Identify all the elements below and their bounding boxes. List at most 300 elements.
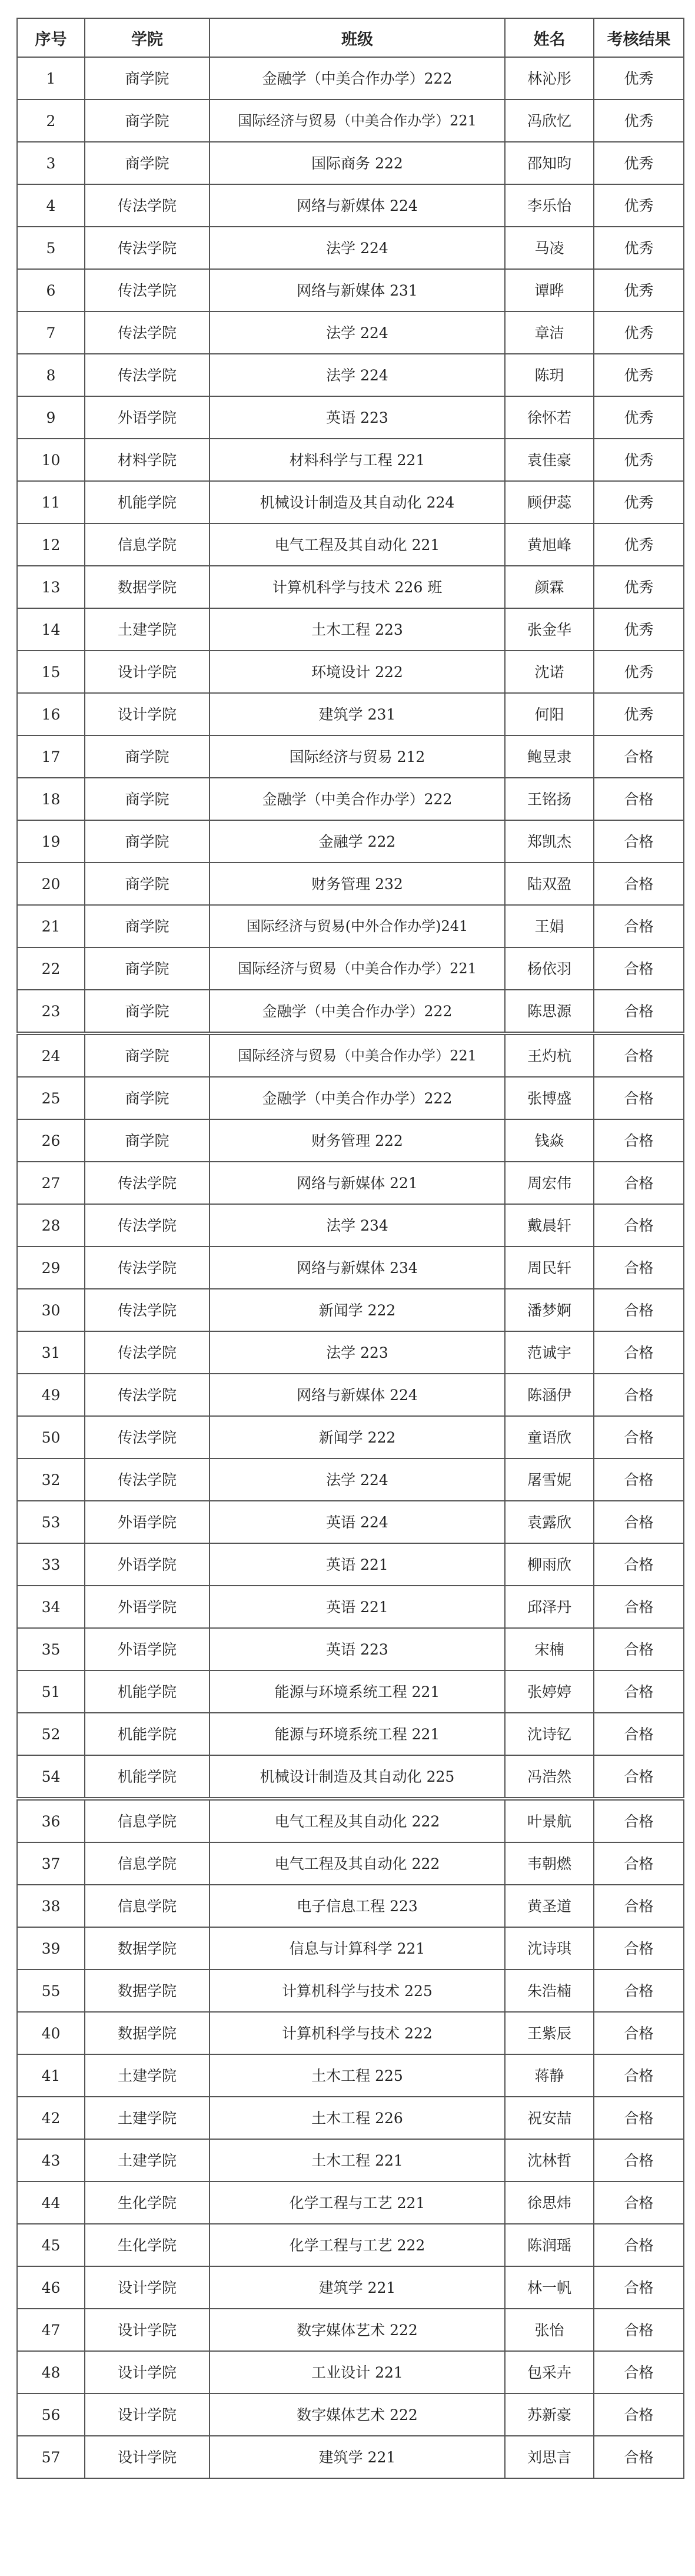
student-name: 沈林哲 [505, 2139, 594, 2182]
table-row [17, 1289, 684, 1331]
row-number: 47 [17, 2309, 85, 2351]
row-number: 32 [17, 1458, 85, 1501]
header-no: 序号 [17, 18, 85, 57]
college-cell: 外语学院 [85, 1543, 210, 1586]
result-cell: 合格 [594, 1927, 684, 1970]
class-cell: 材料科学与工程 221 [210, 439, 505, 481]
class-cell: 法学 224 [210, 311, 505, 354]
row-number: 45 [17, 2224, 85, 2266]
header-row [17, 18, 684, 57]
row-number: 31 [17, 1331, 85, 1374]
college-cell: 商学院 [85, 905, 210, 947]
class-cell: 化学工程与工艺 221 [210, 2182, 505, 2224]
college-cell: 传法学院 [85, 1331, 210, 1374]
college-cell: 信息学院 [85, 523, 210, 566]
class-cell: 财务管理 222 [210, 1119, 505, 1162]
student-name: 陈润瑶 [505, 2224, 594, 2266]
class-cell: 电气工程及其自动化 221 [210, 523, 505, 566]
student-name: 韦朝燃 [505, 1842, 594, 1885]
result-cell: 合格 [594, 863, 684, 905]
table-row [17, 1416, 684, 1458]
table-row [17, 1033, 684, 1077]
result-cell: 合格 [594, 1970, 684, 2012]
college-cell: 传法学院 [85, 1458, 210, 1501]
class-cell: 数字媒体艺术 222 [210, 2309, 505, 2351]
student-name: 沈诗钇 [505, 1713, 594, 1755]
student-name: 谭晔 [505, 269, 594, 311]
college-cell: 数据学院 [85, 1927, 210, 1970]
result-cell: 优秀 [594, 227, 684, 269]
result-cell: 合格 [594, 2393, 684, 2436]
result-cell: 合格 [594, 1885, 684, 1927]
result-cell: 优秀 [594, 651, 684, 693]
table-row [17, 1204, 684, 1246]
result-cell: 合格 [594, 990, 684, 1033]
college-cell: 传法学院 [85, 269, 210, 311]
class-cell: 国际经济与贸易（中美合作办学）221 [210, 100, 505, 142]
table-row [17, 1543, 684, 1586]
class-cell: 土木工程 221 [210, 2139, 505, 2182]
college-cell: 设计学院 [85, 2436, 210, 2478]
result-cell: 优秀 [594, 396, 684, 439]
row-number: 44 [17, 2182, 85, 2224]
college-cell: 商学院 [85, 778, 210, 820]
row-number: 15 [17, 651, 85, 693]
college-cell: 传法学院 [85, 311, 210, 354]
class-cell: 法学 224 [210, 1458, 505, 1501]
table-row [17, 566, 684, 608]
result-cell: 合格 [594, 1416, 684, 1458]
result-cell: 合格 [594, 947, 684, 990]
student-name: 戴晨轩 [505, 1204, 594, 1246]
college-cell: 材料学院 [85, 439, 210, 481]
result-cell: 合格 [594, 1374, 684, 1416]
table-row [17, 1927, 684, 1970]
student-name: 范诚宇 [505, 1331, 594, 1374]
row-number: 22 [17, 947, 85, 990]
result-cell: 合格 [594, 2097, 684, 2139]
student-name: 冯欣忆 [505, 100, 594, 142]
row-number: 50 [17, 1416, 85, 1458]
table-row [17, 1755, 684, 1799]
class-cell: 英语 221 [210, 1543, 505, 1586]
results-table [16, 18, 684, 2479]
college-cell: 生化学院 [85, 2182, 210, 2224]
class-cell: 环境设计 222 [210, 651, 505, 693]
student-name: 王紫辰 [505, 2012, 594, 2054]
table-row [17, 863, 684, 905]
class-cell: 英语 224 [210, 1501, 505, 1543]
college-cell: 商学院 [85, 100, 210, 142]
result-cell: 合格 [594, 1119, 684, 1162]
class-cell: 新闻学 222 [210, 1289, 505, 1331]
result-cell: 合格 [594, 820, 684, 863]
row-number: 36 [17, 1799, 85, 1842]
class-cell: 土木工程 225 [210, 2054, 505, 2097]
row-number: 19 [17, 820, 85, 863]
row-number: 37 [17, 1842, 85, 1885]
table-row [17, 1713, 684, 1755]
table-row [17, 693, 684, 735]
result-cell: 优秀 [594, 57, 684, 100]
row-number: 20 [17, 863, 85, 905]
table-row [17, 735, 684, 778]
row-number: 56 [17, 2393, 85, 2436]
class-cell: 国际经济与贸易 212 [210, 735, 505, 778]
table-row [17, 2266, 684, 2309]
table-row [17, 1458, 684, 1501]
row-number: 6 [17, 269, 85, 311]
student-name: 祝安喆 [505, 2097, 594, 2139]
college-cell: 外语学院 [85, 1628, 210, 1670]
class-cell: 机械设计制造及其自动化 224 [210, 481, 505, 523]
class-cell: 英语 221 [210, 1586, 505, 1628]
student-name: 冯浩然 [505, 1755, 594, 1799]
student-name: 邱泽丹 [505, 1586, 594, 1628]
table-row [17, 1246, 684, 1289]
student-name: 袁露欣 [505, 1501, 594, 1543]
college-cell: 信息学院 [85, 1842, 210, 1885]
college-cell: 商学院 [85, 990, 210, 1033]
college-cell: 数据学院 [85, 1970, 210, 2012]
student-name: 陆双盈 [505, 863, 594, 905]
row-number: 25 [17, 1077, 85, 1119]
student-name: 何阳 [505, 693, 594, 735]
student-name: 沈诺 [505, 651, 594, 693]
table-row [17, 778, 684, 820]
table-row [17, 947, 684, 990]
student-name: 童语欣 [505, 1416, 594, 1458]
table-row [17, 1119, 684, 1162]
table-row [17, 2097, 684, 2139]
row-number: 30 [17, 1289, 85, 1331]
class-cell: 数字媒体艺术 222 [210, 2393, 505, 2436]
table-row [17, 2182, 684, 2224]
college-cell: 土建学院 [85, 608, 210, 651]
class-cell: 国际经济与贸易（中美合作办学）221 [210, 1033, 505, 1077]
college-cell: 设计学院 [85, 2309, 210, 2351]
class-cell: 计算机科学与技术 226 班 [210, 566, 505, 608]
college-cell: 设计学院 [85, 2351, 210, 2393]
row-number: 18 [17, 778, 85, 820]
result-cell: 优秀 [594, 142, 684, 184]
student-name: 林沁彤 [505, 57, 594, 100]
table-row [17, 1799, 684, 1842]
table-row [17, 990, 684, 1033]
college-cell: 土建学院 [85, 2139, 210, 2182]
student-name: 王铭扬 [505, 778, 594, 820]
college-cell: 商学院 [85, 1033, 210, 1077]
table-row [17, 2351, 684, 2393]
class-cell: 计算机科学与技术 225 [210, 1970, 505, 2012]
row-number: 35 [17, 1628, 85, 1670]
college-cell: 商学院 [85, 947, 210, 990]
student-name: 柳雨欣 [505, 1543, 594, 1586]
row-number: 28 [17, 1204, 85, 1246]
row-number: 33 [17, 1543, 85, 1586]
result-cell: 合格 [594, 1033, 684, 1077]
class-cell: 工业设计 221 [210, 2351, 505, 2393]
college-cell: 传法学院 [85, 1246, 210, 1289]
table-row [17, 608, 684, 651]
row-number: 57 [17, 2436, 85, 2478]
table-row [17, 2436, 684, 2478]
student-name: 张金华 [505, 608, 594, 651]
row-number: 49 [17, 1374, 85, 1416]
class-cell: 土木工程 223 [210, 608, 505, 651]
result-cell: 优秀 [594, 354, 684, 396]
class-cell: 土木工程 226 [210, 2097, 505, 2139]
row-number: 10 [17, 439, 85, 481]
result-cell: 合格 [594, 2054, 684, 2097]
table-row [17, 1970, 684, 2012]
class-cell: 金融学 222 [210, 820, 505, 863]
table-row [17, 905, 684, 947]
result-cell: 合格 [594, 1289, 684, 1331]
student-name: 鲍昱隶 [505, 735, 594, 778]
college-cell: 传法学院 [85, 1374, 210, 1416]
header-class: 班级 [210, 18, 505, 57]
class-cell: 网络与新媒体 224 [210, 1374, 505, 1416]
row-number: 21 [17, 905, 85, 947]
result-cell: 优秀 [594, 693, 684, 735]
student-name: 朱浩楠 [505, 1970, 594, 2012]
class-cell: 金融学（中美合作办学）222 [210, 57, 505, 100]
row-number: 17 [17, 735, 85, 778]
table-row [17, 396, 684, 439]
student-name: 顾伊蕊 [505, 481, 594, 523]
row-number: 5 [17, 227, 85, 269]
table-row [17, 2309, 684, 2351]
row-number: 42 [17, 2097, 85, 2139]
table-row [17, 184, 684, 227]
row-number: 26 [17, 1119, 85, 1162]
table-row [17, 227, 684, 269]
college-cell: 传法学院 [85, 184, 210, 227]
result-cell: 优秀 [594, 100, 684, 142]
student-name: 章洁 [505, 311, 594, 354]
row-number: 53 [17, 1501, 85, 1543]
row-number: 16 [17, 693, 85, 735]
result-cell: 合格 [594, 905, 684, 947]
table-row [17, 57, 684, 100]
result-cell: 优秀 [594, 311, 684, 354]
table-row [17, 2012, 684, 2054]
row-number: 52 [17, 1713, 85, 1755]
row-number: 23 [17, 990, 85, 1033]
row-number: 55 [17, 1970, 85, 2012]
result-cell: 合格 [594, 1713, 684, 1755]
row-number: 43 [17, 2139, 85, 2182]
class-cell: 建筑学 221 [210, 2266, 505, 2309]
college-cell: 机能学院 [85, 1670, 210, 1713]
result-cell: 合格 [594, 2012, 684, 2054]
result-cell: 合格 [594, 778, 684, 820]
college-cell: 数据学院 [85, 566, 210, 608]
table-body [17, 57, 684, 2478]
result-cell: 合格 [594, 1458, 684, 1501]
table-row [17, 1842, 684, 1885]
result-cell: 合格 [594, 2224, 684, 2266]
student-name: 蒋静 [505, 2054, 594, 2097]
class-cell: 金融学（中美合作办学）222 [210, 1077, 505, 1119]
college-cell: 商学院 [85, 142, 210, 184]
row-number: 39 [17, 1927, 85, 1970]
student-name: 屠雪妮 [505, 1458, 594, 1501]
student-name: 林一帆 [505, 2266, 594, 2309]
row-number: 12 [17, 523, 85, 566]
header-name: 姓名 [505, 18, 594, 57]
student-name: 苏新豪 [505, 2393, 594, 2436]
class-cell: 网络与新媒体 231 [210, 269, 505, 311]
student-name: 马凌 [505, 227, 594, 269]
class-cell: 财务管理 232 [210, 863, 505, 905]
row-number: 7 [17, 311, 85, 354]
college-cell: 机能学院 [85, 481, 210, 523]
student-name: 王娟 [505, 905, 594, 947]
student-name: 颜霖 [505, 566, 594, 608]
result-cell: 合格 [594, 1331, 684, 1374]
college-cell: 传法学院 [85, 227, 210, 269]
result-cell: 合格 [594, 2266, 684, 2309]
table-row [17, 1501, 684, 1543]
college-cell: 数据学院 [85, 2012, 210, 2054]
class-cell: 电气工程及其自动化 222 [210, 1842, 505, 1885]
result-cell: 合格 [594, 1204, 684, 1246]
college-cell: 外语学院 [85, 1586, 210, 1628]
table-row [17, 269, 684, 311]
student-name: 张怡 [505, 2309, 594, 2351]
row-number: 9 [17, 396, 85, 439]
class-cell: 法学 224 [210, 227, 505, 269]
row-number: 8 [17, 354, 85, 396]
student-name: 宋楠 [505, 1628, 594, 1670]
college-cell: 传法学院 [85, 1204, 210, 1246]
class-cell: 电气工程及其自动化 222 [210, 1799, 505, 1842]
table-row [17, 1374, 684, 1416]
result-cell: 优秀 [594, 269, 684, 311]
college-cell: 商学院 [85, 1119, 210, 1162]
college-cell: 传法学院 [85, 354, 210, 396]
student-name: 黄旭峰 [505, 523, 594, 566]
table-row [17, 2054, 684, 2097]
class-cell: 国际经济与贸易(中外合作办学)241 [210, 905, 505, 947]
college-cell: 机能学院 [85, 1755, 210, 1799]
student-name: 郑凯杰 [505, 820, 594, 863]
class-cell: 金融学（中美合作办学）222 [210, 990, 505, 1033]
result-cell: 合格 [594, 1586, 684, 1628]
class-cell: 法学 224 [210, 354, 505, 396]
student-name: 李乐怡 [505, 184, 594, 227]
result-cell: 合格 [594, 1501, 684, 1543]
student-name: 陈思源 [505, 990, 594, 1033]
row-number: 54 [17, 1755, 85, 1799]
class-cell: 金融学（中美合作办学）222 [210, 778, 505, 820]
table-row [17, 820, 684, 863]
table-row [17, 354, 684, 396]
row-number: 14 [17, 608, 85, 651]
college-cell: 商学院 [85, 57, 210, 100]
student-name: 张婷婷 [505, 1670, 594, 1713]
student-name: 周民轩 [505, 1246, 594, 1289]
table-row [17, 1162, 684, 1204]
table-row [17, 481, 684, 523]
college-cell: 信息学院 [85, 1885, 210, 1927]
college-cell: 商学院 [85, 735, 210, 778]
college-cell: 机能学院 [85, 1713, 210, 1755]
row-number: 29 [17, 1246, 85, 1289]
result-cell: 优秀 [594, 481, 684, 523]
row-number: 11 [17, 481, 85, 523]
class-cell: 国际商务 222 [210, 142, 505, 184]
class-cell: 网络与新媒体 221 [210, 1162, 505, 1204]
class-cell: 能源与环境系统工程 221 [210, 1670, 505, 1713]
row-number: 27 [17, 1162, 85, 1204]
college-cell: 外语学院 [85, 1501, 210, 1543]
row-number: 41 [17, 2054, 85, 2097]
student-name: 钱焱 [505, 1119, 594, 1162]
student-name: 周宏伟 [505, 1162, 594, 1204]
student-name: 刘思言 [505, 2436, 594, 2478]
class-cell: 信息与计算科学 221 [210, 1927, 505, 1970]
class-cell: 建筑学 221 [210, 2436, 505, 2478]
table-row [17, 2139, 684, 2182]
table-row [17, 651, 684, 693]
result-cell: 合格 [594, 1246, 684, 1289]
table-row [17, 142, 684, 184]
college-cell: 传法学院 [85, 1416, 210, 1458]
class-cell: 电子信息工程 223 [210, 1885, 505, 1927]
class-cell: 国际经济与贸易（中美合作办学）221 [210, 947, 505, 990]
student-name: 杨依羽 [505, 947, 594, 990]
class-cell: 英语 223 [210, 396, 505, 439]
student-name: 张博盛 [505, 1077, 594, 1119]
result-cell: 合格 [594, 2436, 684, 2478]
result-cell: 优秀 [594, 608, 684, 651]
student-name: 黄圣道 [505, 1885, 594, 1927]
college-cell: 设计学院 [85, 693, 210, 735]
result-cell: 优秀 [594, 523, 684, 566]
college-cell: 土建学院 [85, 2054, 210, 2097]
result-cell: 合格 [594, 1670, 684, 1713]
result-cell: 优秀 [594, 566, 684, 608]
class-cell: 网络与新媒体 224 [210, 184, 505, 227]
result-cell: 合格 [594, 1755, 684, 1799]
table-row [17, 311, 684, 354]
result-cell: 合格 [594, 735, 684, 778]
header-college: 学院 [85, 18, 210, 57]
result-cell: 合格 [594, 2139, 684, 2182]
table-row [17, 439, 684, 481]
result-cell: 合格 [594, 2309, 684, 2351]
results-table-container [16, 18, 683, 2479]
result-cell: 合格 [594, 1842, 684, 1885]
college-cell: 设计学院 [85, 651, 210, 693]
class-cell: 能源与环境系统工程 221 [210, 1713, 505, 1755]
table-row [17, 2224, 684, 2266]
student-name: 徐怀若 [505, 396, 594, 439]
result-cell: 合格 [594, 2351, 684, 2393]
student-name: 陈涵伊 [505, 1374, 594, 1416]
row-number: 2 [17, 100, 85, 142]
class-cell: 法学 223 [210, 1331, 505, 1374]
student-name: 包采卉 [505, 2351, 594, 2393]
table-row [17, 1670, 684, 1713]
result-cell: 优秀 [594, 439, 684, 481]
row-number: 48 [17, 2351, 85, 2393]
row-number: 4 [17, 184, 85, 227]
table-row [17, 1077, 684, 1119]
